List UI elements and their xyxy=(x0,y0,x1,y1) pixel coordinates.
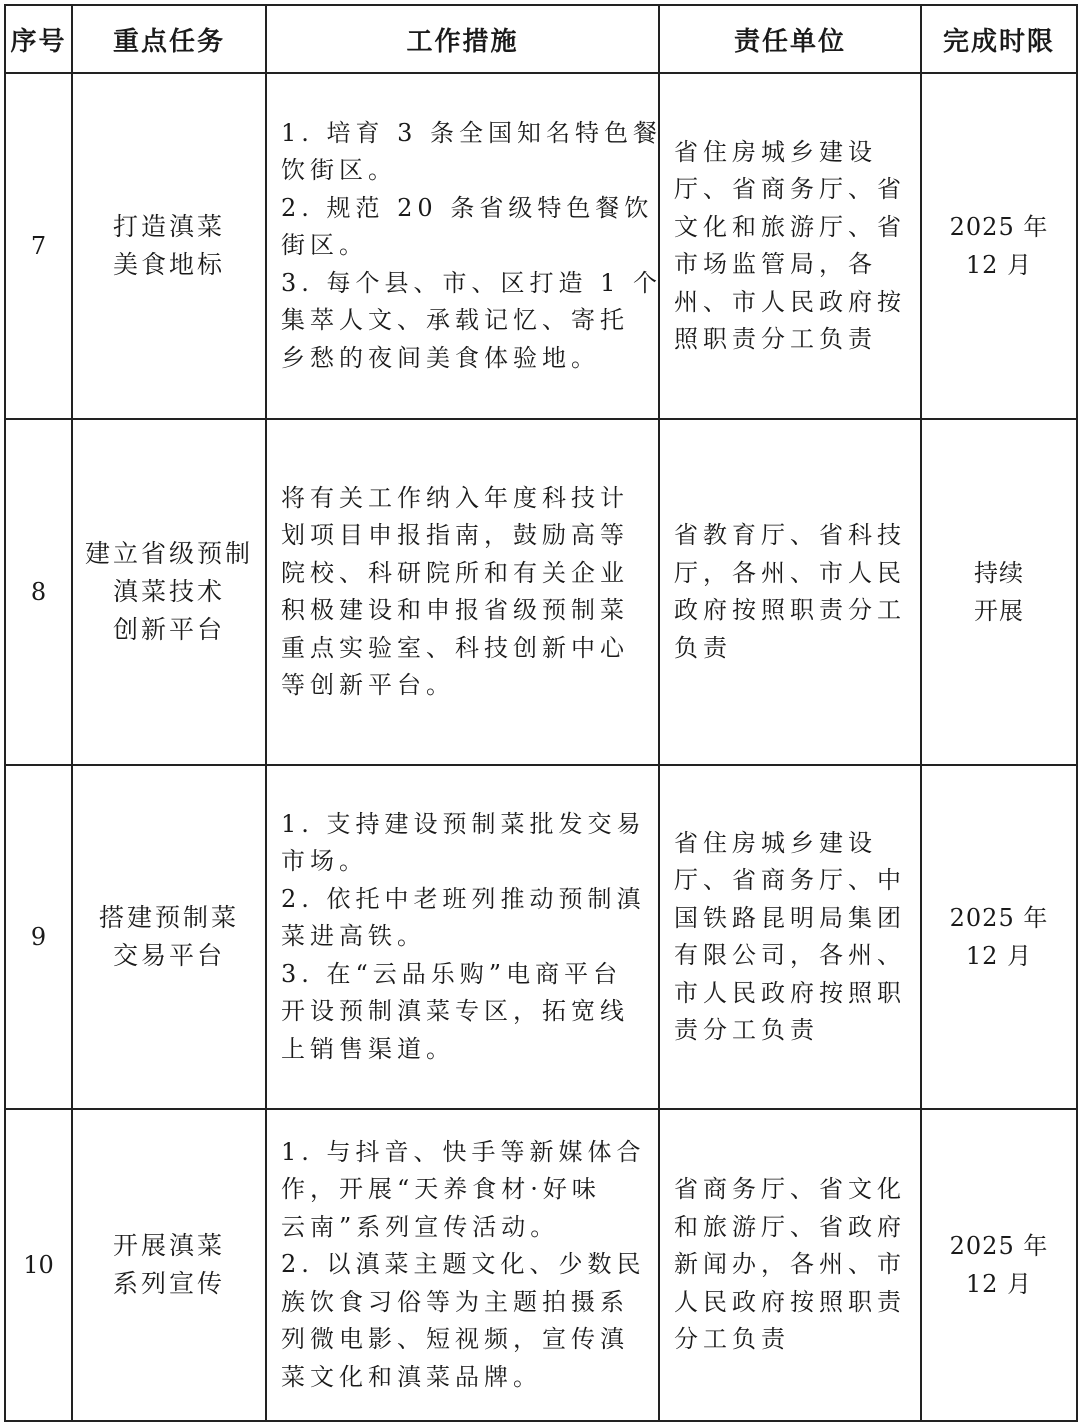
deadline-line: 12 月 xyxy=(965,942,1033,970)
units-cell xyxy=(659,1109,921,1421)
header-deadline: 完成时限 xyxy=(921,5,1077,73)
header-measures: 工作措施 xyxy=(266,5,659,73)
measure-line: 云南”系列宣传活动。 xyxy=(281,1212,560,1241)
measure-line: 2. 以滇菜主题文化、少数民 xyxy=(281,1250,646,1279)
deadline-line: 2025 年 xyxy=(949,213,1049,241)
measure-line: 将有关工作纳入年度科技计 xyxy=(281,483,629,512)
measure-line: 3. 每个县、市、区打造 1 个 xyxy=(281,268,663,297)
deadline-cell xyxy=(921,1109,1077,1421)
units-cell xyxy=(659,419,921,765)
unit-line: 市人民政府按照职 xyxy=(674,978,906,1007)
measure-line: 重点实验室、科技创新中心 xyxy=(281,633,629,662)
measure-line: 积极建设和申报省级预制菜 xyxy=(281,596,629,624)
unit-line: 厅，各州、市人民 xyxy=(674,558,906,587)
seq-cell: 7 xyxy=(5,73,72,419)
unit-line: 国铁路昆明局集团 xyxy=(674,903,906,932)
table-row xyxy=(5,1109,1077,1421)
unit-line: 州、市人民政府按 xyxy=(674,287,906,316)
measure-line: 菜进高铁。 xyxy=(281,922,426,951)
measure-line: 2. 依托中老班列推动预制滇 xyxy=(281,884,646,913)
measure-line: 乡愁的夜间美食体验地。 xyxy=(281,343,600,372)
task-line: 系列宣传 xyxy=(112,1269,225,1298)
unit-line: 文化和旅游厅、省 xyxy=(674,212,906,241)
header-seq: 序号 xyxy=(5,5,72,73)
task-cell xyxy=(72,73,266,419)
table-row xyxy=(5,419,1077,765)
unit-line: 厅、省商务厅、中 xyxy=(674,866,906,894)
unit-line: 和旅游厅、省政府 xyxy=(674,1212,906,1241)
measure-line: 族饮食习俗等为主题拍摄系 xyxy=(281,1287,629,1316)
measure-line: 集萃人文、承载记忆、寄托 xyxy=(281,306,629,335)
measure-line: 1. 支持建设预制菜批发交易 xyxy=(281,809,646,838)
deadline-line: 12 月 xyxy=(965,251,1033,279)
task-line: 打造滇菜 xyxy=(112,212,225,241)
unit-line: 责分工负责 xyxy=(674,1016,819,1044)
unit-line: 政府按照职责分工 xyxy=(674,596,906,624)
measure-line: 等创新平台。 xyxy=(281,671,455,699)
seq-cell: 8 xyxy=(5,419,72,765)
measure-line: 市场。 xyxy=(281,847,368,876)
deadline-line: 开展 xyxy=(974,597,1024,625)
deadline-line: 2025 年 xyxy=(949,904,1049,932)
unit-line: 分工负责 xyxy=(674,1325,790,1354)
task-line: 创新平台 xyxy=(112,615,225,644)
task-cell xyxy=(72,419,266,765)
unit-line: 市场监管局，各 xyxy=(674,250,877,278)
measure-line: 2. 规范 20 条省级特色餐饮 xyxy=(281,193,654,222)
unit-line: 照职责分工负责 xyxy=(674,325,877,353)
deadline-cell xyxy=(921,765,1077,1109)
unit-line: 省住房城乡建设 xyxy=(674,828,877,857)
task-line: 交易平台 xyxy=(112,941,225,970)
unit-line: 新闻办，各州、市 xyxy=(674,1250,906,1279)
task-line: 搭建预制菜 xyxy=(98,903,239,932)
measure-line: 1. 与抖音、快手等新媒体合 xyxy=(281,1137,646,1166)
header-units: 责任单位 xyxy=(659,5,921,73)
units-cell xyxy=(659,73,921,419)
measures-cell xyxy=(266,419,659,765)
task-line: 建立省级预制 xyxy=(84,539,253,568)
task-table xyxy=(4,4,1078,1422)
header-row xyxy=(5,5,1077,73)
measure-line: 列微电影、短视频，宣传滇 xyxy=(281,1325,629,1354)
task-cell xyxy=(72,1109,266,1421)
unit-line: 负责 xyxy=(674,633,732,662)
header-task: 重点任务 xyxy=(72,5,266,73)
measure-line: 划项目申报指南，鼓励高等 xyxy=(281,521,629,549)
table-row xyxy=(5,765,1077,1109)
unit-line: 省商务厅、省文化 xyxy=(674,1175,906,1204)
measure-line: 街区。 xyxy=(281,231,368,260)
measure-line: 3. 在“云品乐购”电商平台 xyxy=(281,959,623,988)
table-row xyxy=(5,73,1077,419)
task-cell xyxy=(72,765,266,1109)
task-line: 滇菜技术 xyxy=(112,577,225,606)
measures-cell xyxy=(266,73,663,419)
measure-line: 菜文化和滇菜品牌。 xyxy=(281,1362,542,1391)
deadline-cell xyxy=(921,419,1077,765)
deadline-line: 12 月 xyxy=(965,1270,1033,1298)
deadline-line: 2025 年 xyxy=(949,1232,1049,1260)
unit-line: 有限公司，各州、 xyxy=(674,941,906,969)
measure-line: 开设预制滇菜专区，拓宽线 xyxy=(281,997,629,1026)
measure-line: 饮街区。 xyxy=(281,156,397,185)
units-cell xyxy=(659,765,921,1109)
unit-line: 人民政府按照职责 xyxy=(674,1287,906,1316)
deadline-line: 持续 xyxy=(974,559,1024,587)
task-line: 开展滇菜 xyxy=(112,1231,225,1260)
unit-line: 省住房城乡建设 xyxy=(674,137,877,166)
measure-line: 上销售渠道。 xyxy=(281,1034,455,1063)
measure-line: 院校、科研院所和有关企业 xyxy=(281,558,629,587)
deadline-cell xyxy=(921,73,1077,419)
measures-cell xyxy=(266,1109,659,1421)
unit-line: 厅、省商务厅、省 xyxy=(674,175,906,203)
measures-cell xyxy=(266,765,659,1109)
seq-cell: 9 xyxy=(5,765,72,1109)
task-line: 美食地标 xyxy=(112,250,225,279)
measure-line: 1. 培育 3 条全国知名特色餐 xyxy=(281,118,663,147)
unit-line: 省教育厅、省科技 xyxy=(674,521,906,549)
measure-line: 作，开展“天养食材·好味 xyxy=(281,1175,601,1204)
seq-cell: 10 xyxy=(5,1109,72,1421)
